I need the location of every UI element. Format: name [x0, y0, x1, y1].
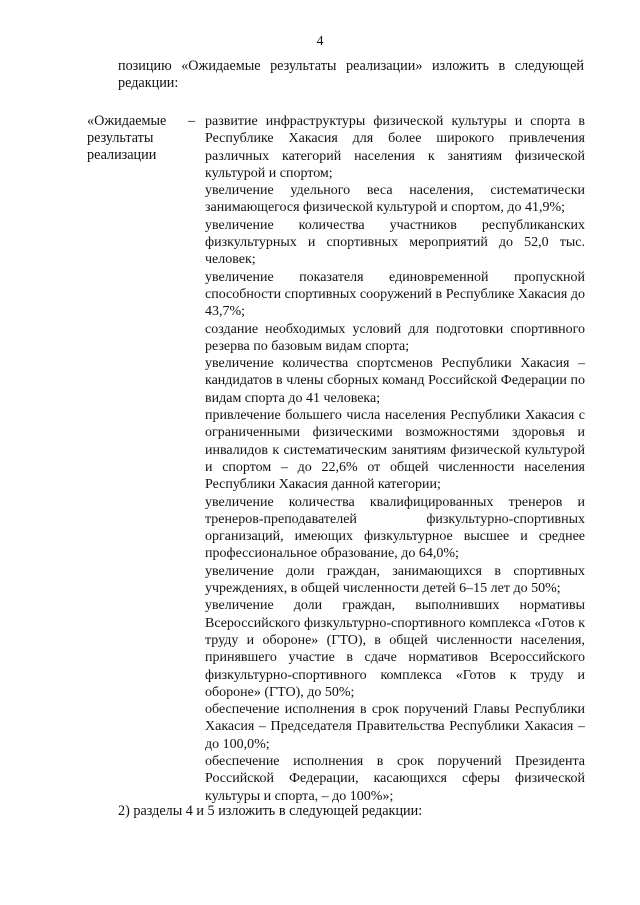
intro-line-2: редакции:: [118, 75, 179, 91]
entry-label-line: реализации: [87, 147, 157, 163]
list-item: обеспечение исполнения в срок поручений Президента Российской Федерации, касающихся сферы физической культуры и спорта, – до 100%»;: [205, 753, 585, 804]
list-item: увеличение количества участников республиканских физкультурных и спортивных мероприятий до 52,0 тыс. человек;: [205, 217, 585, 268]
list-item: развитие инфраструктуры физической культуры и спорта в Республике Хакасия для более широкого привлечения различных категорий населения к занятиям физической культурой и спортом;: [205, 114, 585, 181]
page-number: 4: [316, 34, 324, 49]
list-item: создание необходимых условий для подготовки спортивного резерва по базовым видам спорта;: [205, 321, 585, 354]
intro-paragraph: [118, 58, 584, 92]
entry-dash: –: [188, 113, 196, 129]
list-item: привлечение большего числа населения Республики Хакасия с ограниченными физическими возможностями здоровья и инвалидов к систематическим занятиям физической культурой и спортом – до 22,6% от общей численности населения Республики Хакасия данной категории;: [205, 408, 585, 493]
list-item: обеспечение исполнения в срок поручений Главы Республики Хакасия – Председателя Правительства Республики Хакасия – до 100,0%;: [205, 702, 585, 752]
closing-paragraph: 2) разделы 4 и 5 изложить в следующей редакции:: [118, 803, 423, 819]
list-item: увеличение количества спортсменов Республики Хакасия – кандидатов в члены сборных команд Российской Федерации по видам спорта до 41 человека;: [205, 356, 585, 406]
list-item: увеличение доли граждан, выполнивших нормативы Всероссийского физкультурно-спортивного комплекса «Готов к труду и обороне» (ГТО), в общей численности населения, принявшего участие в сдаче нормативов Всероссийского физкультурно-спортивного комплекса «Готов к труду и обороне» (ГТО), до 50%;: [205, 598, 585, 700]
results-list: [205, 113, 585, 805]
entry-label-line: «Ожидаемые: [87, 113, 167, 129]
list-item: увеличение удельного веса населения, систематически занимающегося физической культурой и спортом, до 41,9%;: [205, 183, 585, 216]
list-item: увеличение показателя единовременной пропускной способности спортивных сооружений в Республике Хакасия до 43,7%;: [205, 269, 585, 320]
entry-label-line: результаты: [87, 130, 154, 146]
intro-line-1: позицию «Ожидаемые результаты реализации» изложить в следующей: [118, 58, 584, 74]
list-item: увеличение количества квалифицированных тренеров и тренеров-преподавателей физкультурно-спортивных организаций, имеющих физкультурное высшее и среднее профессиональное образование, до 64,0%;: [205, 494, 585, 562]
entry-label: [87, 113, 171, 164]
list-item: увеличение доли граждан, занимающихся в спортивных учреждениях, в общей численности детей 6–15 лет до 50%;: [205, 563, 585, 597]
